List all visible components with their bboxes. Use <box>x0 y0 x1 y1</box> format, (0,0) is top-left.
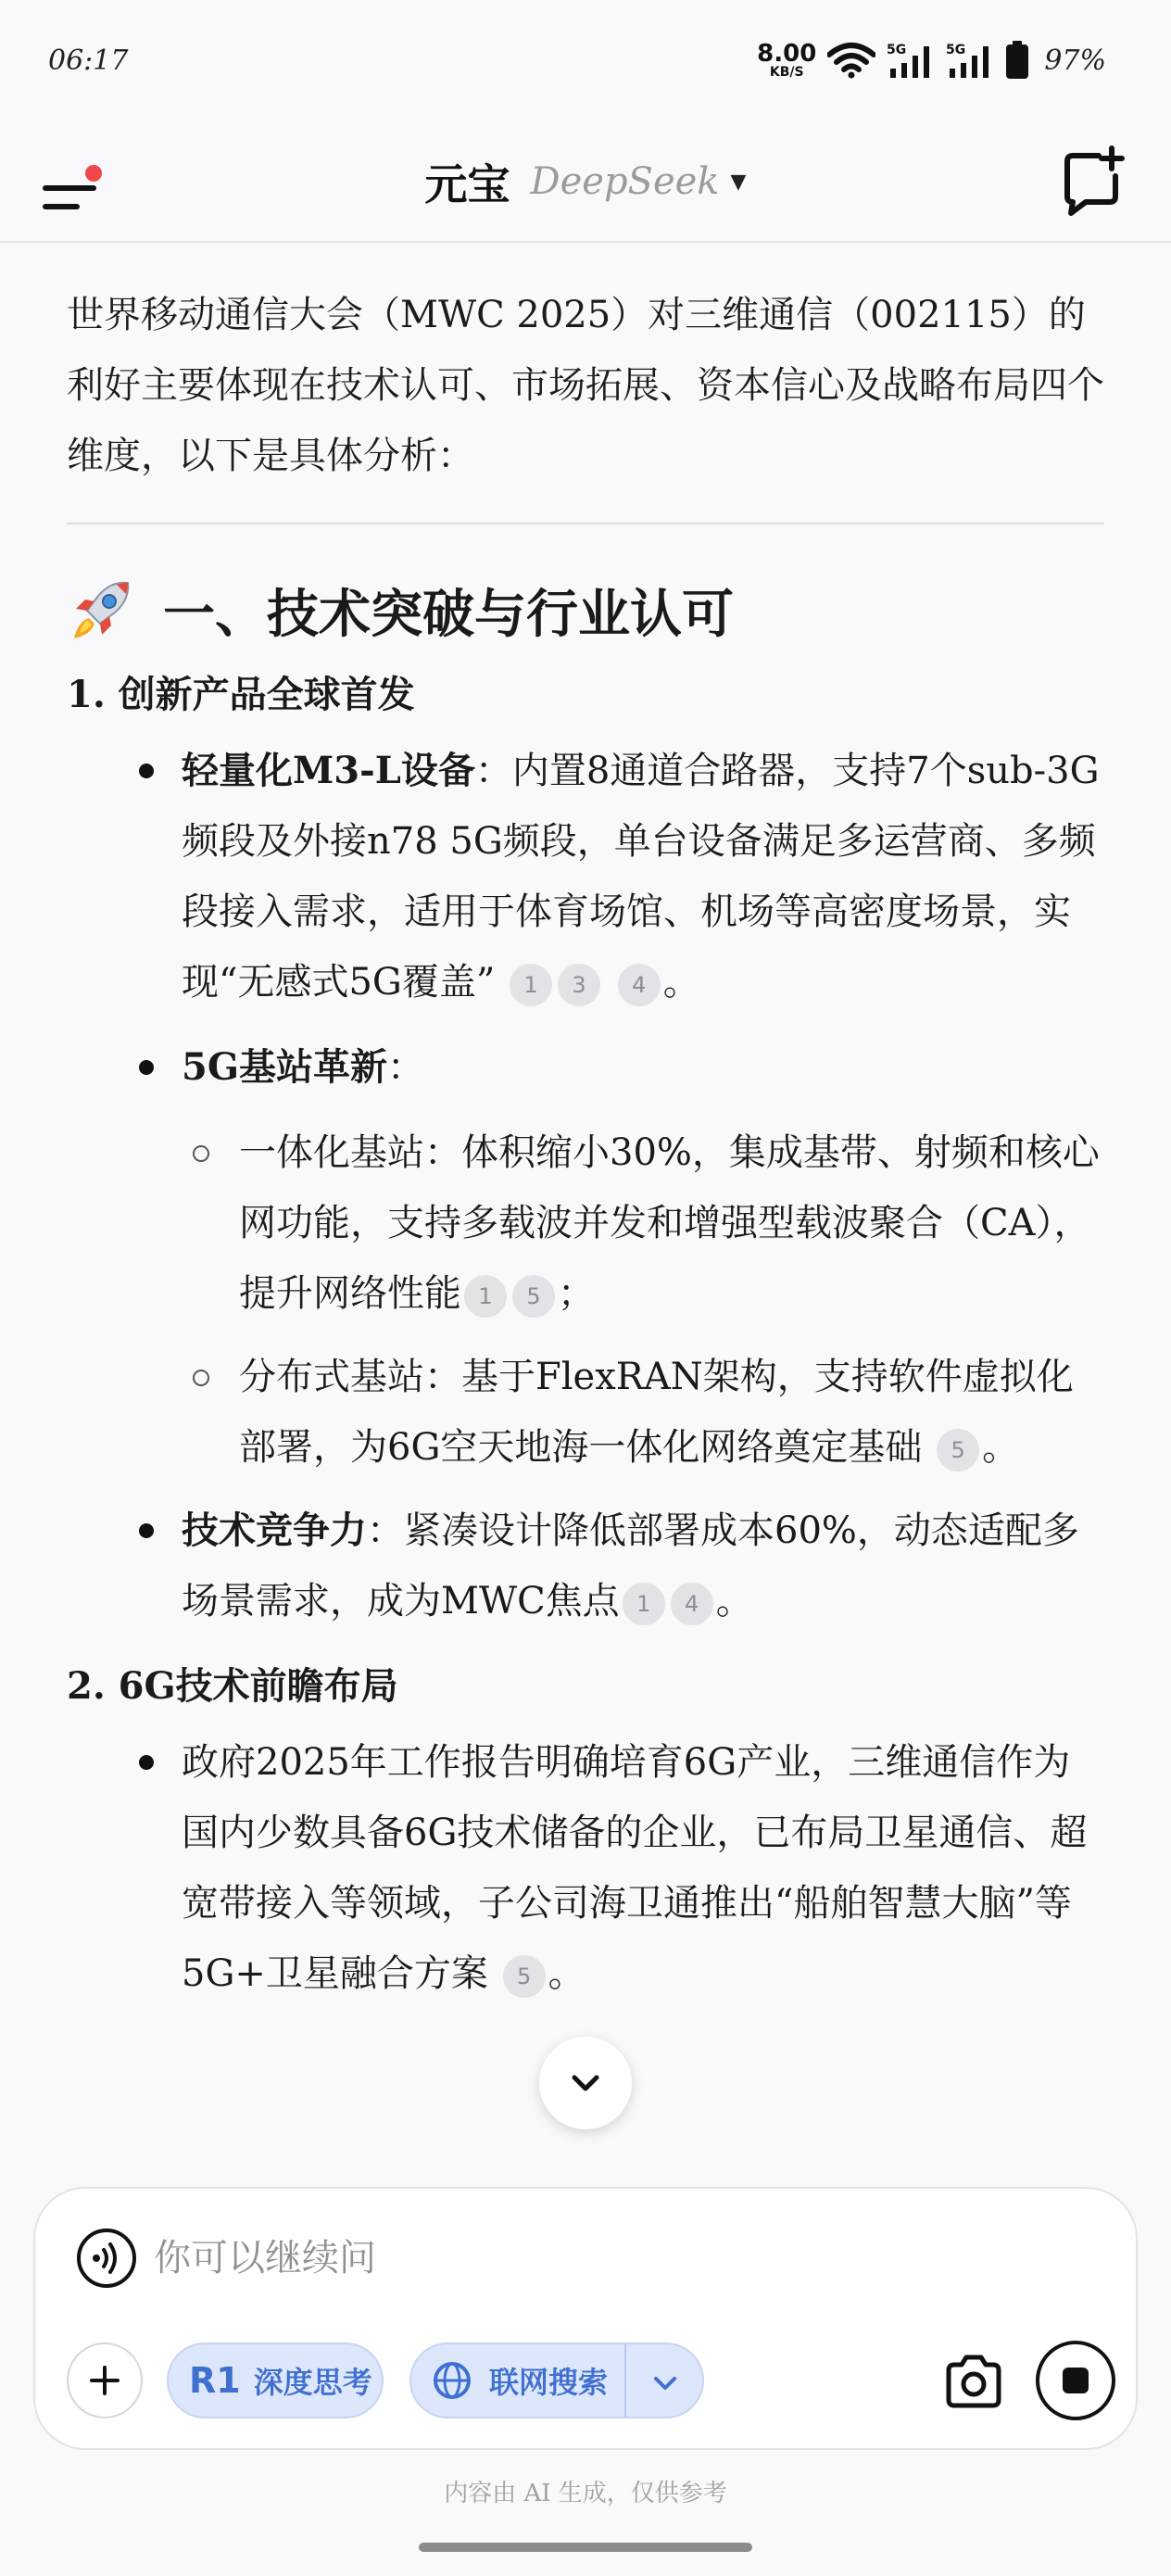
battery-percentage: 97% <box>1044 44 1106 77</box>
model-name: DeepSeek <box>530 160 720 203</box>
ai-disclaimer: 内容由 AI 生成，仅供参考 <box>444 2480 727 2507</box>
citation-badge[interactable]: 4 <box>618 964 661 1006</box>
sub-bullet-text: 一体化基站：体积缩小30%，集成基带、射频和核心网功能，支持多载波并发和增强型载波聚合（CA），提升网络性能 <box>239 1131 1100 1315</box>
network-speed-unit: KB/S <box>769 65 804 80</box>
signal-5g-label: 5G <box>887 43 907 57</box>
camera-button[interactable] <box>936 2342 1012 2418</box>
status-time: 06:17 <box>48 44 129 77</box>
status-bar <box>0 0 1171 120</box>
globe-icon <box>432 2360 472 2401</box>
plus-icon <box>86 2362 123 2399</box>
section-title: 一、技术突破与行业认可 <box>163 584 734 645</box>
app-header <box>0 120 1171 243</box>
bullet-dot <box>139 1060 154 1075</box>
add-button[interactable] <box>67 2342 143 2418</box>
voice-icon[interactable] <box>76 2228 137 2289</box>
bullet-dot <box>139 1755 154 1770</box>
sub-bullet-text: 分布式基站：基于FlexRAN架构，支持软件虚拟化部署，为6G空天地海一体化网络奠定基础 <box>239 1356 1074 1469</box>
bullet-text: 政府2025年工作报告明确培育6G产业，三维通信作为国内少数具备6G技术储备的企业，已布局卫星通信、超宽带接入等领域，子公司海卫通推出“船舶智慧大脑”等5G+卫星融合方案 <box>182 1741 1088 1995</box>
bullet-dot <box>139 764 154 778</box>
citation-badge[interactable]: 1 <box>623 1583 665 1625</box>
wifi-icon <box>827 42 875 79</box>
web-search-toggle[interactable] <box>409 2342 704 2418</box>
sub-bullet-item <box>67 1342 1104 1483</box>
bullet-label: 轻量化M3-L设备 <box>182 749 475 792</box>
home-indicator[interactable] <box>419 2543 752 2552</box>
bullet-dot <box>139 1523 154 1538</box>
divider <box>67 523 1104 524</box>
stop-button[interactable] <box>1036 2341 1115 2420</box>
new-chat-button[interactable] <box>1054 145 1132 222</box>
citation-badge[interactable]: 4 <box>671 1583 713 1625</box>
caret-down-icon: ▼ <box>730 170 747 194</box>
chevron-down-icon <box>565 2063 606 2103</box>
stop-icon <box>1063 2368 1089 2393</box>
bullet-item <box>67 1032 1104 1103</box>
status-indicators <box>757 41 1106 80</box>
r1-badge: R1 <box>189 2360 241 2401</box>
signal-5g-secondary-label: 5G <box>946 43 966 57</box>
signal-5g-icon <box>887 41 935 80</box>
bullet-text: ：内置8通道合路器，支持7个sub-3G频段及外接n78 5G频段，单台设备满足多运营商、多频段接入需求，适用于体育场馆、机场等高密度场景，实现“无感式5G覆盖” <box>182 750 1100 1004</box>
web-search-label: 联网搜索 <box>489 2365 609 2400</box>
sub-bullet-item <box>67 1118 1104 1329</box>
chevron-down-icon[interactable] <box>647 2365 684 2402</box>
bullet-label: 技术竞争力 <box>182 1509 367 1552</box>
bullet-item <box>67 1727 1104 2009</box>
citation-badge[interactable]: 5 <box>937 1429 979 1471</box>
citation-badge[interactable]: 1 <box>464 1275 507 1318</box>
bullet-item <box>67 736 1104 1017</box>
message-input[interactable] <box>154 2228 988 2289</box>
pill-separator <box>624 2344 626 2417</box>
scroll-to-bottom-button[interactable] <box>539 2037 632 2129</box>
bullet-label: 5G基站革新 <box>182 1045 387 1089</box>
citation-badge[interactable]: 1 <box>510 964 552 1006</box>
bullet-text: ：紧凑设计降低部署成本60%，动态适配多场景需求，成为MWC焦点 <box>182 1509 1079 1623</box>
bullet-end: 。 <box>662 961 700 1004</box>
app-name: 元宝 <box>424 159 510 209</box>
citation-badge[interactable]: 3 <box>558 964 600 1006</box>
intro-paragraph: 世界移动通信大会（MWC 2025）对三维通信（002115）的利好主要体现在技术认可、市场拓展、资本信心及战略布局四个维度，以下是具体分析： <box>67 294 1104 477</box>
bullet-item <box>67 1496 1104 1636</box>
network-speed-value: 8.00 <box>757 40 817 68</box>
composer <box>33 2187 1138 2450</box>
network-speed <box>757 42 816 79</box>
bullet-end: 。 <box>715 1580 753 1623</box>
sub-bullet-end: 。 <box>982 1426 1020 1469</box>
deep-think-label: 深度思考 <box>253 2365 372 2400</box>
citation-badge[interactable]: 5 <box>503 1955 546 1998</box>
sub-bullet-end: ； <box>558 1272 595 1315</box>
list-item-title: 2. 6G技术前瞻布局 <box>67 1664 398 1708</box>
list-item-title: 1. 创新产品全球首发 <box>67 673 415 716</box>
deep-think-toggle[interactable] <box>167 2342 384 2418</box>
chat-message <box>0 243 1171 2198</box>
bullet-text: ： <box>387 1046 424 1089</box>
signal-5g-secondary-icon <box>946 41 994 80</box>
section-heading <box>67 569 1104 652</box>
battery-icon <box>1005 41 1029 80</box>
sub-bullet-ring <box>193 1145 209 1162</box>
citation-badge[interactable]: 5 <box>512 1275 555 1318</box>
bullet-end: 。 <box>548 1952 586 1995</box>
model-selector[interactable] <box>0 152 1171 211</box>
rocket-icon <box>67 575 137 646</box>
sub-bullet-ring <box>193 1370 209 1386</box>
